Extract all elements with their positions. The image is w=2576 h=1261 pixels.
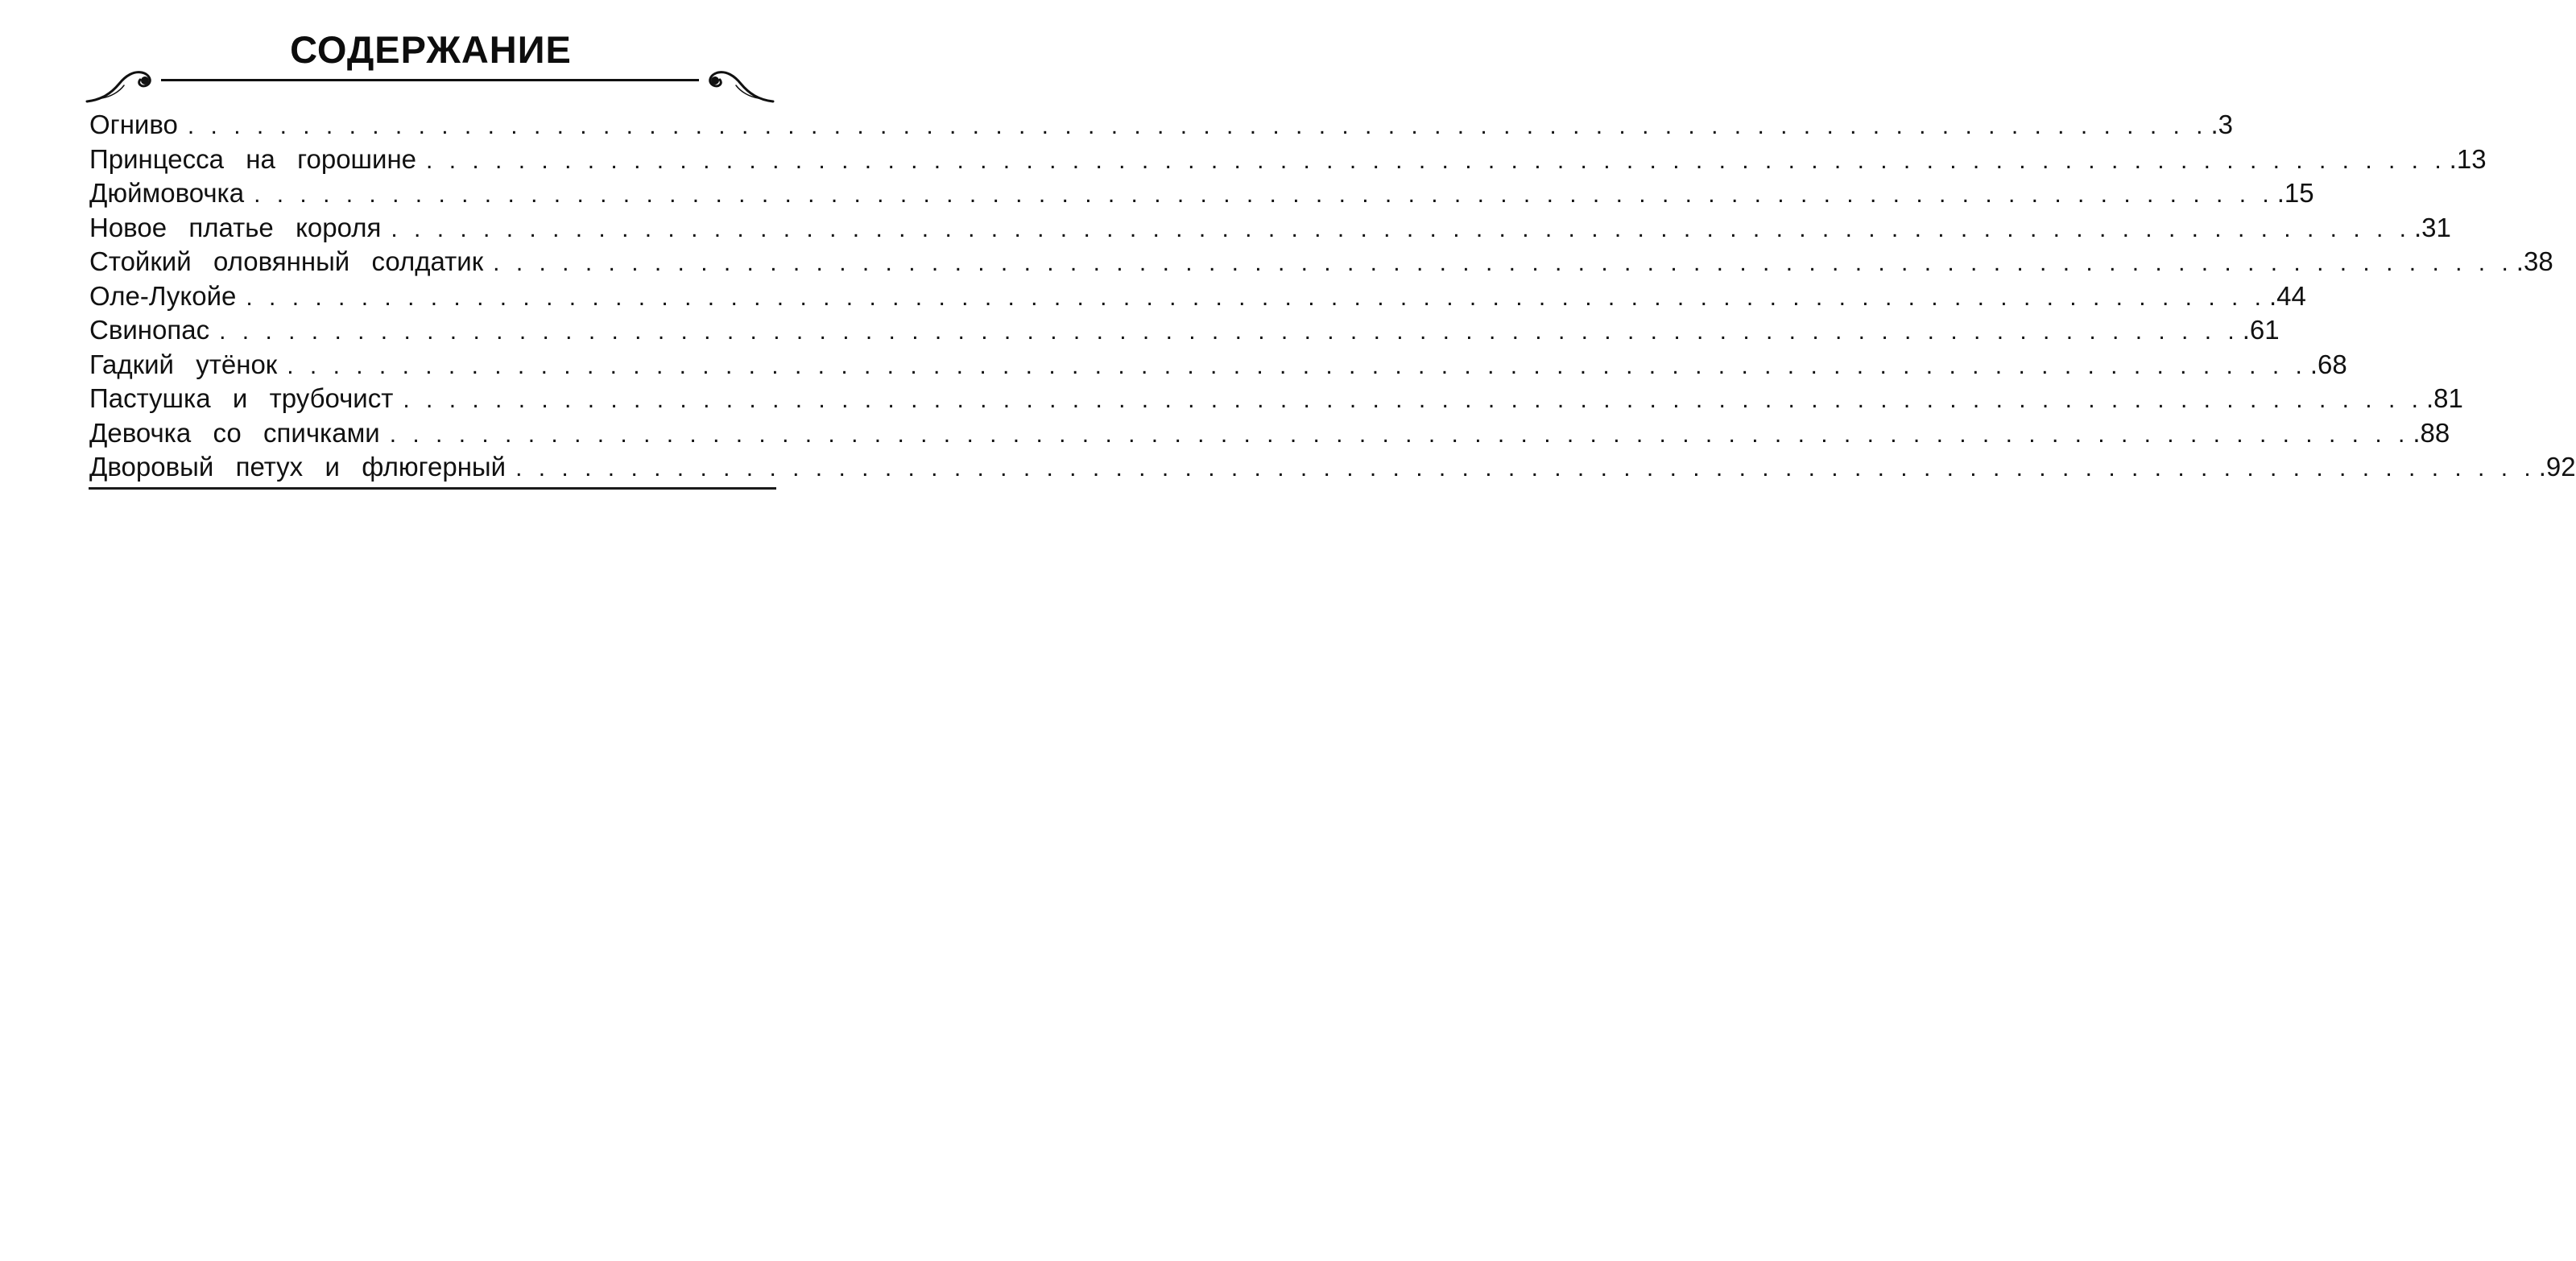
toc-entry[interactable] <box>89 279 2306 314</box>
toc-entry-title: Свинопас <box>89 315 210 345</box>
divider-line <box>161 79 699 81</box>
toc-entry-title: Пастушка и трубочист <box>89 383 394 413</box>
toc-entry-title: Гадкий утёнок <box>89 349 278 379</box>
toc-entry-title: Оле-Лукойе <box>89 280 237 311</box>
toc-entry[interactable] <box>89 313 2280 348</box>
toc-entry[interactable] <box>89 450 2576 485</box>
toc-entry[interactable] <box>89 211 2451 246</box>
toc-page-number: .38 <box>2516 246 2553 276</box>
toc-entry-title: Огниво <box>89 110 178 139</box>
toc-entry[interactable] <box>89 108 2234 143</box>
dot-leader: . . . . . . . . . . . . . . . . . . . . . . . . . . . . . . . . . . . . . . . . . . . . . . . . . . . . . . . . . . . . . . . . . . . . . . . . . . . . . . . . . . . . . . . . <box>219 318 2239 345</box>
toc-page-number: .31 <box>2414 212 2451 242</box>
toc-page-number: .92 <box>2538 452 2576 482</box>
toc-page-number: .3 <box>2210 110 2234 139</box>
right-scroll-ornament-icon <box>710 72 773 101</box>
toc-page-number: .44 <box>2269 280 2306 311</box>
toc-entry[interactable] <box>89 176 2314 211</box>
toc-entry[interactable] <box>89 143 2487 177</box>
dot-leader: . . . . . . . . . . . . . . . . . . . . . . . . . . . . . . . . . . . . . . . . . . . . . . . . . . . . . . . . . . . . . . . . . . . . . . . . . . . . . . . . . . . . . . . . <box>389 420 2410 448</box>
toc-entry[interactable] <box>89 245 2553 279</box>
toc-entry-title: Девочка со спичками <box>89 417 380 448</box>
toc-entry-title: Новое платье короля <box>89 212 382 242</box>
toc-page-number: .68 <box>2309 349 2347 379</box>
dot-leader: . . . . . . . . . . . . . . . . . . . . . . . . . . . . . . . . . . . . . . . . . . . . . . . . . . . . . . . . . . . . . . . . . . . . . . . . . . . . . . . . . . . . . . . . <box>403 387 2423 413</box>
dot-leader: . . . . . . . . . . . . . . . . . . . . . . . . . . . . . . . . . . . . . . . . . . . . . . . . . . . . . . . . . . . . . . . . . . . . . . . . . . . . . . . . . . . . . . . . <box>426 147 2446 174</box>
toc-page-number: .15 <box>2276 178 2314 208</box>
toc-page-number: .13 <box>2449 143 2487 174</box>
toc-entry[interactable] <box>89 348 2347 382</box>
toc-page-number: .81 <box>2425 383 2463 413</box>
toc-page-number: .88 <box>2413 417 2450 448</box>
ornamental-divider <box>84 61 776 106</box>
toc-entry-title: Принцесса на горошине <box>89 143 417 174</box>
dot-leader: . . . . . . . . . . . . . . . . . . . . . . . . . . . . . . . . . . . . . . . . . . . . . . . . . . . . . . . . . . . . . . . . . . . . . . . . . . . . . . . . . . . . . . . . <box>187 113 2208 139</box>
dot-leader: . . . . . . . . . . . . . . . . . . . . . . . . . . . . . . . . . . . . . . . . . . . . . . . . . . . . . . . . . . . . . . . . . . . . . . . . . . . . . . . . . . . . . . . . <box>493 250 2513 276</box>
left-scroll-ornament-icon <box>87 72 150 101</box>
page-title: СОДЕРЖАНИЕ <box>290 28 572 71</box>
toc-entry-title: Дюймовочка <box>89 178 245 208</box>
dot-leader: . . . . . . . . . . . . . . . . . . . . . . . . . . . . . . . . . . . . . . . . . . . . . . . . . . . . . . . . . . . . . . . . . . . . . . . . . . . . . . . . . . . . . . . . <box>287 352 2307 379</box>
table-of-contents <box>89 108 2576 485</box>
bottom-divider-line <box>89 487 776 490</box>
toc-page-number: .61 <box>2242 315 2280 345</box>
dot-leader: . . . . . . . . . . . . . . . . . . . . . . . . . . . . . . . . . . . . . . . . . . . . . . . . . . . . . . . . . . . . . . . . . . . . . . . . . . . . . . . . . . . . . . . . <box>254 181 2274 208</box>
toc-entry[interactable] <box>89 382 2463 416</box>
toc-entry-title: Дворовый петух и флюгерный <box>89 452 507 482</box>
dot-leader: . . . . . . . . . . . . . . . . . . . . . . . . . . . . . . . . . . . . . . . . . . . . . . . . . . . . . . . . . . . . . . . . . . . . . . . . . . . . . . . . . . . . . . . . <box>246 283 2266 311</box>
toc-entry-title: Стойкий оловянный солдатик <box>89 246 484 276</box>
dot-leader: . . . . . . . . . . . . . . . . . . . . . . . . . . . . . . . . . . . . . . . . . . . . . . . . . . . . . . . . . . . . . . . . . . . . . . . . . . . . . . . . . . . . . . . . <box>391 215 2411 242</box>
dot-leader: . . . . . . . . . . . . . . . . . . . . . . . . . . . . . . . . . . . . . . . . . . . . . . . . . . . . . . . . . . . . . . . . . . . . . . . . . . . . . . . . . . . . . . . . <box>515 455 2536 482</box>
toc-entry[interactable] <box>89 416 2450 451</box>
